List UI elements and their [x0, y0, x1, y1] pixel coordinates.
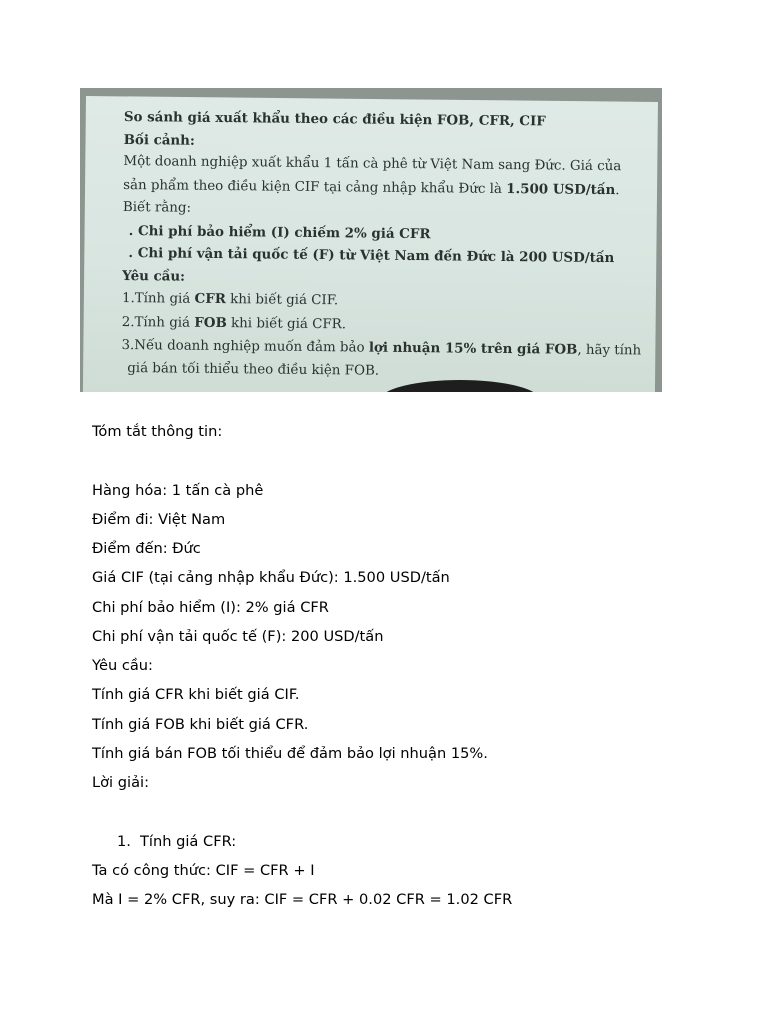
info-goods: Hàng hóa: 1 tấn cà phê: [92, 482, 264, 499]
photo-context-paragraph: [123, 151, 644, 225]
requirement-3: Tính giá bán FOB tối thiểu để đảm bảo lợi nhuận 15%.: [92, 745, 488, 762]
solution-heading: Lời giải:: [92, 774, 149, 791]
info-freight: Chi phí vận tải quốc tế (F): 200 USD/tấn: [92, 628, 384, 645]
photo-req-1-a: 1.Tính giá: [121, 290, 195, 307]
photo-bullet-mark: .: [128, 222, 139, 239]
photo-bullet-mark: .: [128, 245, 138, 262]
photo-context-before: Một doanh nghiệp xuất khẩu 1 tấn cà phê từ Việt Nam sang Đức. Giá của sản phẩm theo điều kiện CIF tại cảng nhập khẩu Đức là: [123, 153, 622, 197]
info-cif-price: Giá CIF (tại cảng nhập khẩu Đức): 1.500 USD/tấn: [92, 569, 450, 586]
photo-req-2-c: khi biết giá CFR.: [226, 315, 347, 332]
photo-req-1-c: khi biết giá CIF.: [225, 292, 339, 309]
photo-req-2-b: FOB: [194, 314, 227, 331]
photo-title: So sánh giá xuất khẩu theo các điều kiện FOB, CFR, CIF: [123, 108, 546, 130]
info-destination: Điểm đến: Đức: [92, 540, 201, 557]
step-1-number: 1.: [117, 833, 131, 850]
photo-context-heading: Bối cảnh:: [123, 131, 195, 149]
info-insurance: Chi phí bảo hiểm (I): 2% giá CFR: [92, 599, 329, 616]
photo-bullet-text: Chi phí vận tải quốc tế (F) từ Việt Nam đến Đức là 200 USD/tấn: [137, 245, 615, 267]
step-1-heading: [117, 832, 236, 852]
photo-bullet-text: Chi phí bảo hiểm (I) chiếm 2% giá CFR: [137, 222, 431, 242]
photo-req-1-b: CFR: [194, 290, 226, 308]
requirements-heading: Yêu cầu:: [92, 657, 153, 674]
requirement-2: Tính giá FOB khi biết giá CFR.: [92, 716, 309, 733]
step-1-title: Tính giá CFR:: [140, 833, 237, 850]
derivation-line: Mà I = 2% CFR, suy ra: CIF = CFR + 0.02 CFR = 1.02 CFR: [92, 891, 513, 908]
photo-context-price: 1.500 USD/tấn: [506, 180, 616, 198]
photo-requirements-heading: Yêu cầu:: [122, 267, 186, 285]
photo-req-3-c: , hãy tính: [577, 342, 642, 359]
info-origin: Điểm đi: Việt Nam: [92, 511, 226, 528]
photo-text: [121, 106, 644, 385]
formula-line: Ta có công thức: CIF = CFR + I: [92, 862, 315, 879]
photo-req-3-line2: giá bán tối thiểu theo điều kiện FOB.: [127, 360, 380, 379]
summary-heading: Tóm tắt thông tin:: [92, 423, 223, 440]
requirement-1: Tính giá CFR khi biết giá CIF.: [92, 686, 300, 703]
photo-req-2-a: 2.Tính giá: [121, 314, 195, 331]
photo-req-3-a: 3.Nếu doanh nghiệp muốn đảm bảo: [121, 337, 369, 356]
exercise-photo: [80, 88, 662, 392]
photo-req-3-b: lợi nhuận 15% trên giá FOB: [368, 339, 578, 358]
photo-context-after: . Biết rằng:: [122, 182, 620, 216]
